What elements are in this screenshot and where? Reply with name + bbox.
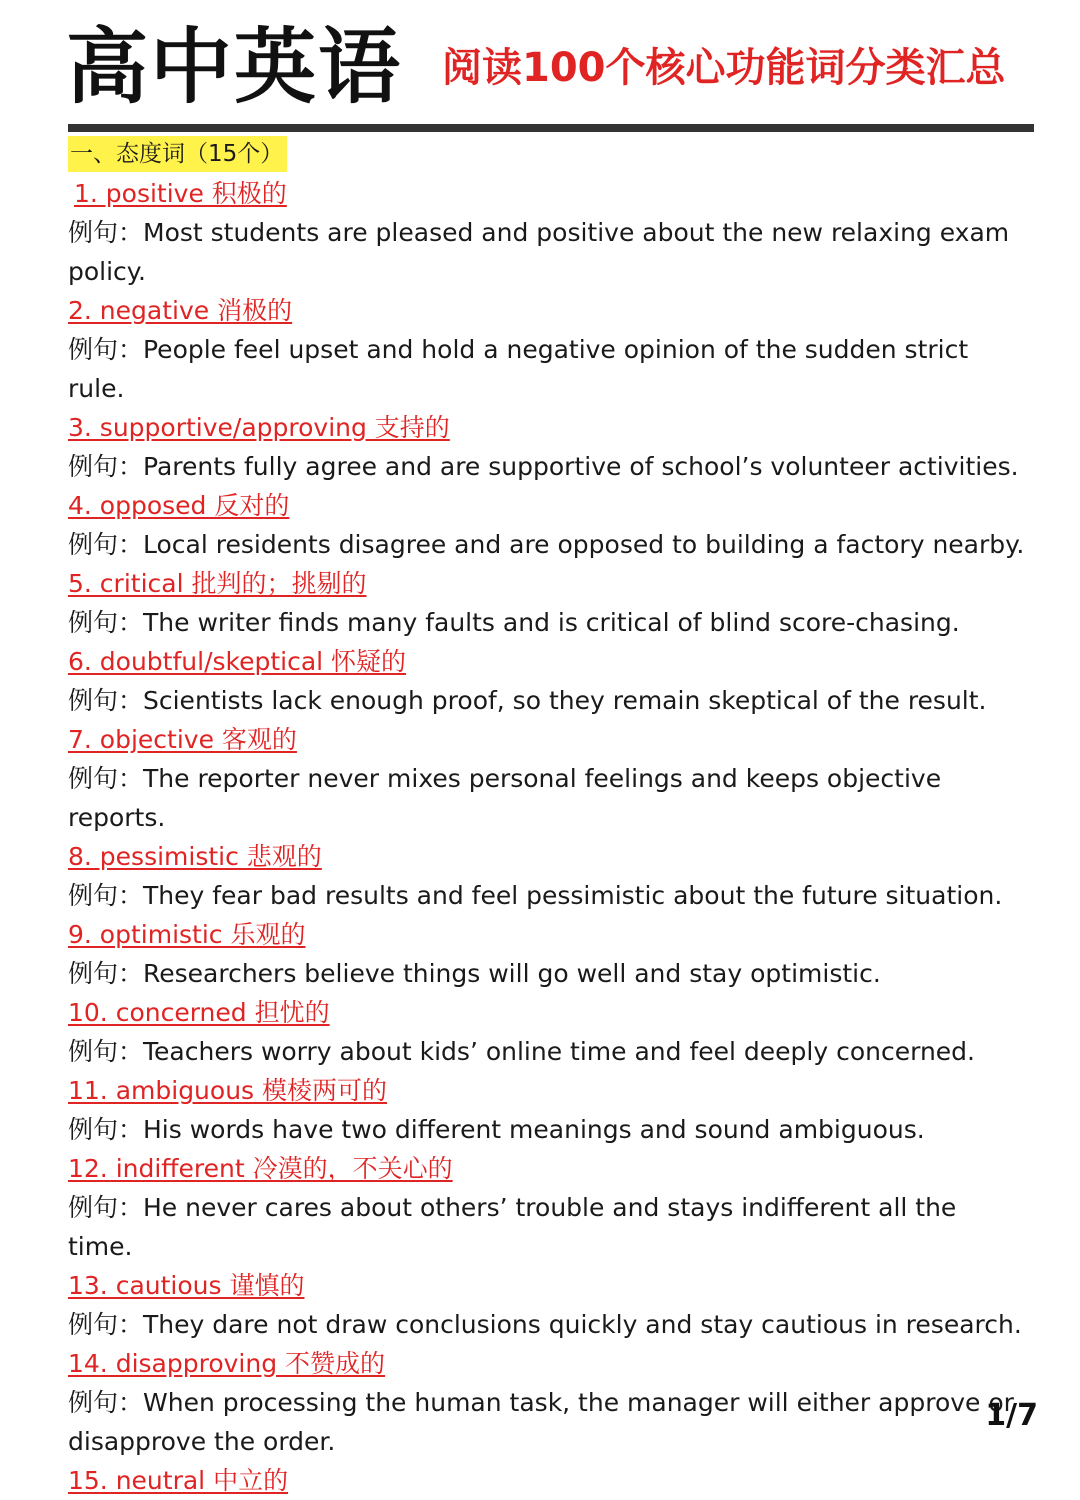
vocab-item — [68, 642, 1028, 720]
vocab-item — [68, 1071, 1028, 1149]
vocab-term: 10. concerned 担忧的 — [68, 998, 330, 1027]
vocab-item — [68, 993, 1028, 1071]
vocab-term: 4. opposed 反对的 — [68, 491, 290, 520]
example-sentence: 例句：Researchers believe things will go well and stay optimistic. — [68, 959, 881, 988]
vocab-term: 9. optimistic 乐观的 — [68, 920, 306, 949]
example-sentence: 例句：His words have two different meanings and sound ambiguous. — [68, 1115, 925, 1144]
example-sentence: 例句：The reporter never mixes personal feelings and keeps objective reports. — [68, 764, 942, 832]
example-sentence: 例句：They dare not draw conclusions quickly and stay cautious in research. — [68, 1310, 1022, 1339]
vocab-term: 2. negative 消极的 — [68, 296, 293, 325]
header — [66, 18, 1056, 118]
page-number: 1/7 — [985, 1398, 1038, 1433]
example-sentence: 例句：Parents fully agree and are supportive of school’s volunteer activities. — [68, 452, 1019, 481]
example-sentence: 例句：Most students are pleased and positive about the new relaxing exam policy. — [68, 218, 1010, 286]
vocab-term: 11. ambiguous 模棱两可的 — [68, 1076, 388, 1105]
vocab-item — [68, 486, 1028, 564]
example-sentence: 例句：People feel upset and hold a negative opinion of the sudden strict rule. — [68, 335, 969, 403]
vocab-item — [68, 1266, 1028, 1344]
vocab-term: 12. indifferent 冷漠的，不关心的 — [68, 1154, 453, 1183]
example-sentence: 例句：He never cares about others’ trouble and stays indifferent all the time. — [68, 1193, 957, 1261]
vocab-content — [68, 136, 1028, 1500]
vocab-term: 3. supportive/approving 支持的 — [68, 413, 450, 442]
vocab-item — [68, 837, 1028, 915]
example-sentence: 例句：Scientists lack enough proof, so they remain skeptical of the result. — [68, 686, 987, 715]
subtitle: 阅读100个核心功能词分类汇总 — [442, 45, 1006, 91]
vocab-term: 15. neutral 中立的 — [68, 1466, 289, 1495]
example-sentence: 例句：They fear bad results and feel pessimistic about the future situation. — [68, 881, 1003, 910]
header-divider — [68, 124, 1034, 132]
vocab-item — [68, 174, 1028, 291]
vocab-item — [68, 1149, 1028, 1266]
vocab-term: 14. disapproving 不赞成的 — [68, 1349, 386, 1378]
vocab-term: 13. cautious 谨慎的 — [68, 1271, 305, 1300]
vocab-item — [68, 291, 1028, 408]
vocab-term: 1. positive 积极的 — [74, 179, 287, 208]
vocab-item — [68, 720, 1028, 837]
example-sentence: 例句：Teachers worry about kids’ online time and feel deeply concerned. — [68, 1037, 975, 1066]
vocab-term: 7. objective 客观的 — [68, 725, 297, 754]
example-sentence: 例句：Local residents disagree and are opposed to building a factory nearby. — [68, 530, 1025, 559]
vocab-term: 5. critical 批判的；挑剔的 — [68, 569, 367, 598]
vocab-item — [68, 408, 1028, 486]
example-sentence: 例句：When processing the human task, the manager will either approve or disapprove the order. — [68, 1388, 1014, 1456]
vocab-item — [68, 564, 1028, 642]
vocab-term: 6. doubtful/skeptical 怀疑的 — [68, 647, 407, 676]
main-title: 高中英语 — [66, 20, 403, 115]
vocab-term: 8. pessimistic 悲观的 — [68, 842, 322, 871]
vocab-item — [68, 1344, 1028, 1461]
vocab-item — [68, 915, 1028, 993]
section-heading: 一、态度词（15个） — [68, 136, 287, 172]
vocab-item — [68, 1461, 1028, 1500]
example-sentence: 例句：The writer finds many faults and is critical of blind score-chasing. — [68, 608, 960, 637]
